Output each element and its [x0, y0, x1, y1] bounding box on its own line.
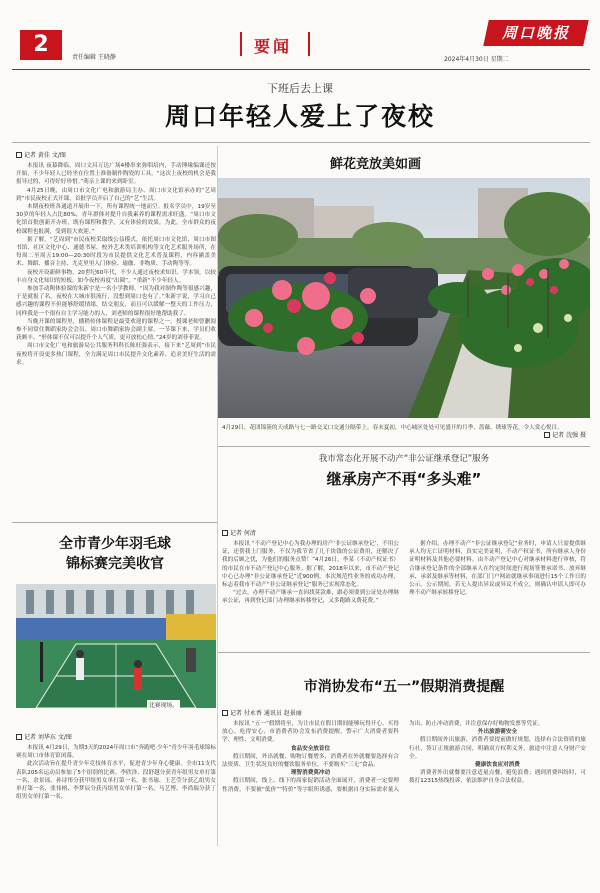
badminton-paragraph: 本报讯 4月29日，为期3天的2024年周口市“奔跑吧·少年”青少年羽毛球锦标赛在周口市体育馆闭幕。 [16, 745, 216, 760]
consumer-paragraph: 假日期间外出旅游，消费者要提前做好规划，选择有合法资质的旅行社，签订正规旅游合同，明确双方权利义务，旅途中注意人身财产安全。 [409, 737, 586, 760]
inherit-kicker: 我市常态化开展不动产“非公证继承登记”服务 [318, 454, 490, 464]
editor-line: 责任编辑 王晓静 [72, 54, 116, 61]
street-flowers-image [218, 178, 590, 418]
badminton-photo [16, 584, 216, 708]
flowers-credit [544, 432, 586, 440]
consumer-headline: 市消协发布“五一”假期消费提醒 [303, 679, 505, 695]
badminton-byline-text: 记者 刘华东 文/图 [24, 734, 72, 741]
badminton-paragraph: 此次活动旨在提升青少年竞技体育水平，促进青少年身心健康。全市11支代表队205名运动员参加了5个组别的比赛。李欣泽、段舒越分获青年组男女单打第一名，余景瑶、孙诗彤分获甲组男女单打第一名，张书瑜、王艺莹分获乙组男女单打第一名，张伟榕、李梦辰分获丙组男女单打第一名，马艺博、李尚瑞分获丁组男女单打第一名。 [16, 761, 216, 801]
section-name: 要闻 [254, 37, 293, 56]
section-divider-right [308, 32, 310, 56]
brand-name: 周口晚报 [501, 24, 570, 42]
consumer-paragraph: 假日期间，线上、线下的商家促销活动全面展开，消费者一定要理性消费，不要被“低价”“特价”等字眼所诱惑，要根据自身实际需求量入为出，防止冲动消费，并注意保存好购物发票等凭证。 [222, 721, 544, 793]
inherit-headline: 继承房产不再“多头难” [326, 470, 482, 488]
consumer-subhead: 健康饮食应对消费 [475, 762, 520, 769]
byline-square-icon [544, 432, 550, 438]
consumer-paragraph: 本报讯 “五一”假期将至，为让市民在假日期间能够玩得开心、买得放心、吃得安心，市消费者协会发布消费提醒，警示广大消费者要科学、理性、文明消费。 [222, 721, 399, 744]
lead-paragraph: 据了解，“艺周到”市民夜校采取线公益模式，依托周口市文化馆、周口市图书馆、社区文化中心、通德书屋、校外艺术类培训机构等文化艺术服务场所，在每周二至周五19:00—20:30时段为市民提供文化艺术普及课程，内容涵盖美术、舞蹈、播音主持、尤克里里入门体验、瑜伽、非物质、手动陶等等。 [16, 236, 216, 268]
lead-paragraph: 当晚开课的课程里，播稍传体课程是最受欢迎的课程之一。授课老师曾删阅参不同常住舞蹈家协会会员、周口市舞蹈家协会副主席。一节课下来，学员们收获颇丰。“形体课不仅可以提升个人气质，更可放松心情。”24岁的刘菲菲说。 [16, 318, 216, 342]
consumer-paragraph: 假日期间，外出就餐、购物订餐增多，消费者在外就餐要选择有合法资质、卫生状况良好的餐饮服务单位，不要购买“三无”食品。 [222, 753, 399, 769]
page-number: 2 [33, 32, 49, 57]
flowers-headline: 鲜花竞放美如画 [330, 157, 422, 172]
consumer-subhead: 外出旅游需安全 [477, 729, 518, 736]
consumer-rule [218, 652, 590, 653]
byline-square-icon [222, 530, 228, 536]
consumer-byline-text: 记者 付永香 通讯员 赵景丽 [230, 710, 302, 717]
consumer-subhead: 食品安全放首位 [290, 745, 331, 752]
lead-headline: 周口年轻人爱上了夜校 [164, 102, 435, 131]
flowers-photo [218, 178, 590, 418]
brand-logo [483, 20, 589, 46]
badminton-arena-image [16, 584, 216, 708]
badminton-byline [16, 732, 72, 741]
consumer-byline [222, 708, 302, 717]
consumer-subhead: 理智消费莫冲动 [290, 770, 331, 777]
page-header [12, 0, 590, 70]
badminton-rule [12, 522, 218, 523]
inherit-paragraph: 本报讯 “不动产登记中心为我办理的房产‘非公证继承登记’，不用公证，还帮我上门服务，不仅为我节省了几千块钱的公证费用，还解决了我的后顾之忧，为他们的服务点赞！”4月26日，李某（不动产权证书）的市民在市不动产登记中心服务。据了解，2018年以来，市不动产登记中心已办理“非公证继承登记”近900例。本次规范性业务的成功办理，标志着我市不动产“非公证继承登记”服务已实现常态化。 [222, 541, 399, 589]
lead-paragraph: 周口市文化广电和旅游局公共服务科科长陈旺强表示，接下来“艺周到”市民夜校将开设更多热门课程，全力满足周口市民提升文化素养、追求美好生活的需求。 [16, 343, 216, 366]
badminton-headline-line1: 全市青少年羽毛球 [59, 536, 171, 552]
badminton-headline-line2: 锦标赛完美收官 [66, 556, 164, 572]
lead-rule [12, 142, 590, 143]
section-divider-left [240, 32, 242, 56]
badminton-photo-tag: 比赛现场。 [147, 700, 180, 708]
inherit-byline [222, 528, 256, 537]
lead-paragraph: 夜校开设新鲜事物，20世纪60年代，不少人通过夜校求知识、学本领，以较丰自身文化知识的短板。如今夜校再度“出圈”，“重新”不少年轻人。 [16, 269, 216, 284]
lead-paragraph: 参加手动陶体验课的朱新宇是一名小学教师。“因为我对制作陶等很感兴趣，于是就报了名。夜校在大城市很流行，没想到周口也有了。”朱新宇说，学习自己感兴趣的课程不但能够舒缓情绪，结交朋友，而且可以缓解一整天的工作压力，同样我是一个很有自主学习能力的人，刘老师的课程很好地帮助我了。 [16, 286, 216, 317]
byline-square-icon [16, 152, 22, 158]
flowers-caption-text: 4月29日，花团锦簇的天成路与七一路交叉口交通分隔带上。春末夏初，中心城区处处可见盛开的月季、蔷薇、绣球等花，令人赏心悦目。 [222, 425, 563, 431]
inherit-byline-text: 记者 何清 [230, 530, 256, 537]
lead-paragraph: 4月25日晚，由周口市文化广电和旅游局主办、周口市文化馆承办的“艺周到”市民夜校正式开课，首批学员开启了自己的“艺”生活。 [16, 187, 216, 202]
lead-paragraph: 本报讯 夜幕降临，周口文昌万达广场4楼串来弥唱培内，手动锤缘编课还按开始，不少年轻人已经坐在位置上准备制作陶瓷的工具。“这次上夜校的机会是我报导过的，可得好好珍惜。”萌亲上课的来到卧室。 [16, 163, 216, 186]
lead-byline-text: 记者 黄佳 文/图 [24, 152, 66, 159]
byline-square-icon [222, 710, 228, 716]
inherit-paragraph: 据介绍，办理不动产“非公证继承登记”业务时，申请人只需提供继承人均无亡证明材料，真实完美证明，不动产权证书，所有继承人身份证明材料及其他必要材料。由不动产登记中心对继承材料进行审核，符合继承登记条件的全部继承人在约定时间进行现场签署承诺书、放弃继承、承诺及继承等材料，在部门门户网站就继承事项进行15个工作日的公示。公示期间，若无人提出异议或异议不成立，则确认申请人即可办理不动产继承转移登记。 [409, 541, 586, 597]
date-line: 2024年4月30日 星期二 [444, 56, 509, 63]
page-number-box [20, 30, 62, 60]
lead-body [16, 162, 216, 514]
flowers-credit-text: 记者 沈强 摄 [552, 432, 586, 439]
inherit-body [222, 540, 586, 646]
inherit-paragraph: “过去，办理不动产继承一直因找莫款难，跟必须要到公证处办理继承公证，再到登记部门办理继承转移登记，又多跑路又费花费。” [222, 590, 399, 605]
lead-byline [16, 150, 66, 159]
column-divider [217, 146, 218, 846]
consumer-paragraph: 消费者外出就餐要注意适量点餐，避免浪费；遇到消费纠纷时，可拨打12315热线投诉，依法维护自身合法权益。 [409, 770, 586, 785]
flowers-caption [222, 424, 586, 440]
badminton-body [16, 744, 216, 840]
badminton-headline [12, 534, 218, 574]
inherit-rule [218, 446, 590, 447]
consumer-body [222, 720, 586, 846]
lead-kicker: 下班后去上课 [267, 82, 333, 95]
byline-square-icon [16, 734, 22, 740]
lead-paragraph: 本期夜校班各通道开展串一下，所有课程统一地而空。报名学员中，19岁至30岁的年轻人占比80%，青年群体对提升自我素养的课程需求旺盛。“周口市文化馆首批创新开办班，既有课程和教学，又有体验的效果。为此，全市群众的夜校课程也报满，受到很大欢迎。” [16, 204, 216, 235]
